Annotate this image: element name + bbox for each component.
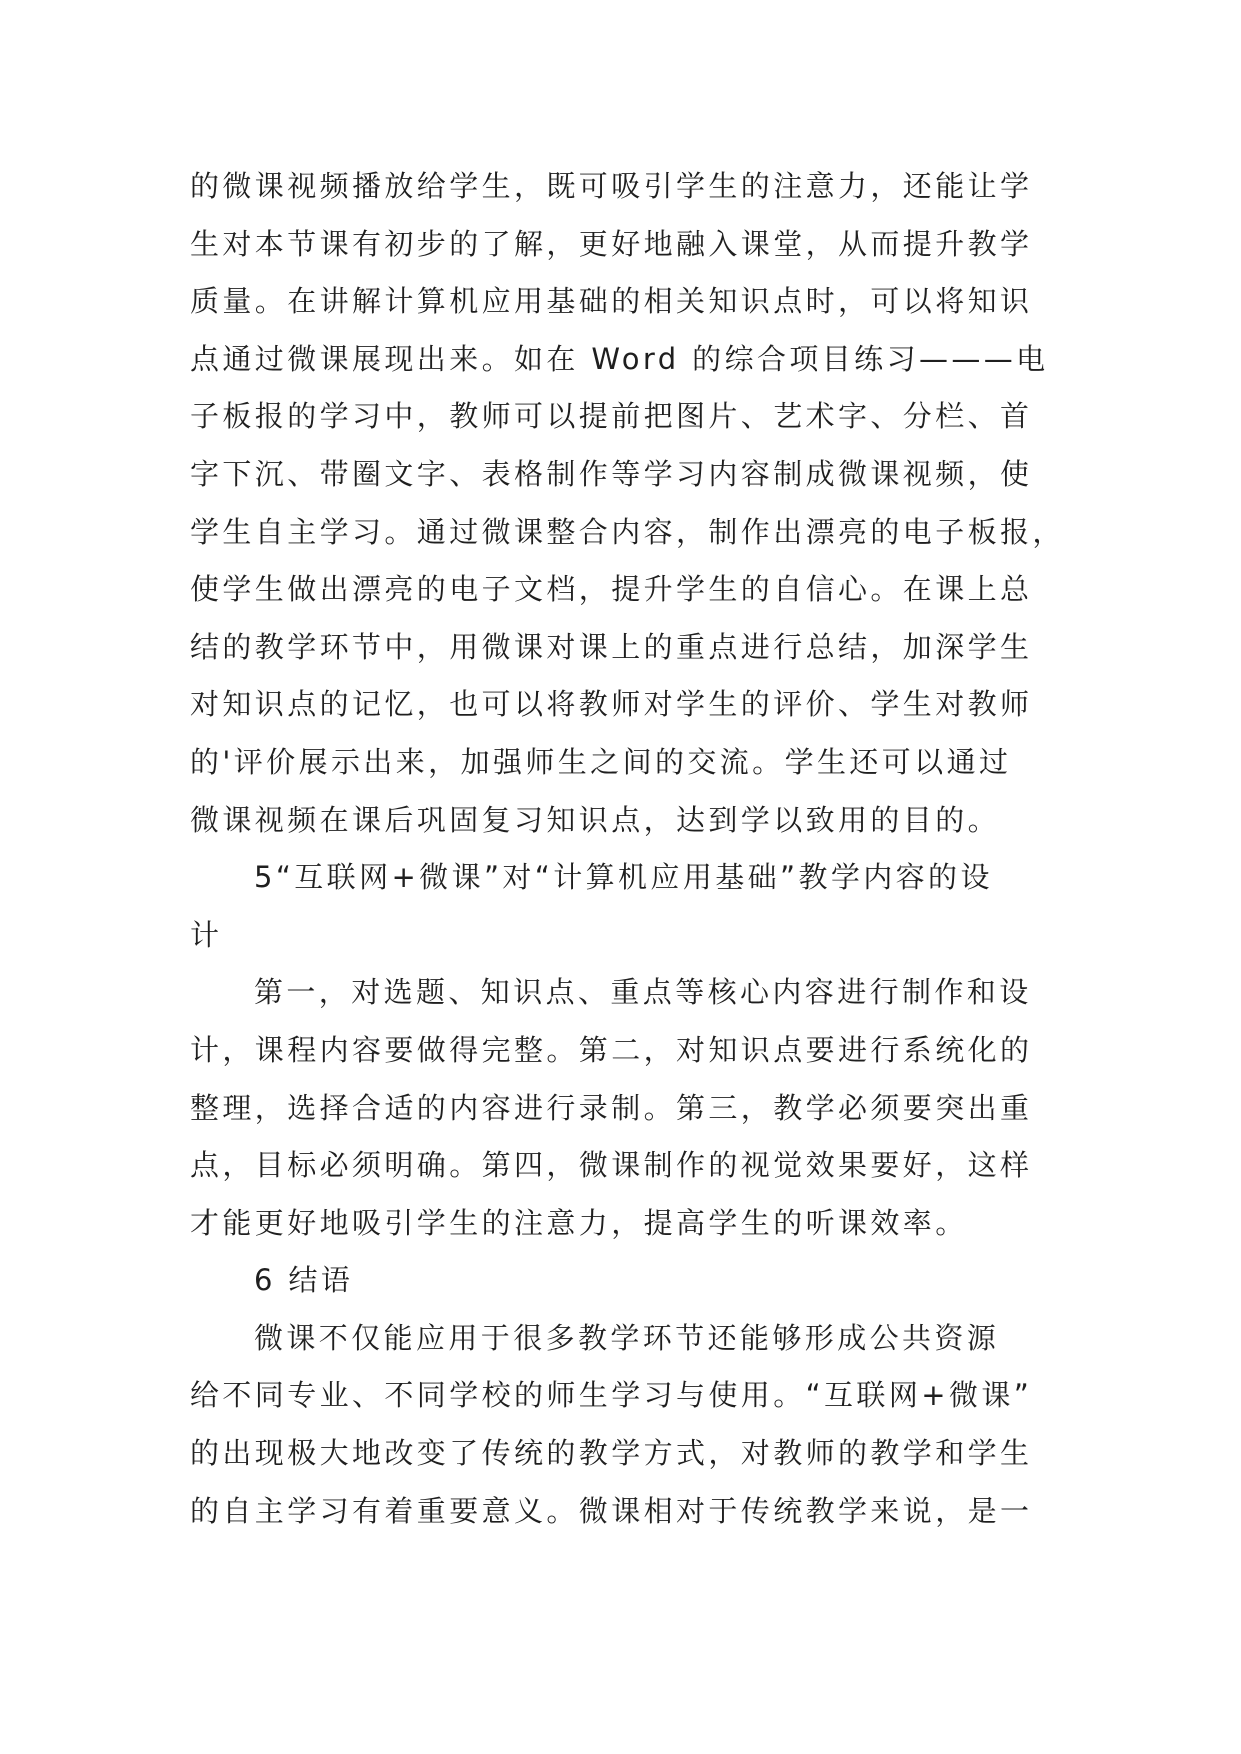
text-line: 生对本节课有初步的了解，更好地融入课堂，从而提升教学 (190, 226, 1033, 261)
text-line: 的出现极大地改变了传统的教学方式，对教师的教学和学生 (190, 1436, 1033, 1471)
text-line: 给不同专业、不同学校的师生学习与使用。“互联网+微课” (190, 1378, 1033, 1413)
text-line: 的微课视频播放给学生，既可吸引学生的注意力，还能让学 (190, 169, 1033, 203)
section-heading-5-continued: 计 (190, 917, 223, 952)
text-line: 的自主学习有着重要意义。微课相对于传统教学来说，是一 (190, 1493, 1033, 1528)
text-line: 第一，对选题、知识点、重点等核心内容进行制作和设 (254, 975, 1032, 1010)
section-heading-5: 5“互联网+微课”对“计算机应用基础”教学内容的设 (254, 860, 993, 895)
text-line: 对知识点的记忆，也可以将教师对学生的评价、学生对教师 (190, 687, 1033, 722)
text-line: 计，课程内容要做得完整。第二，对知识点要进行系统化的 (190, 1032, 1033, 1067)
text-line: 字下沉、带圈文字、表格制作等学习内容制成微课视频，使 (190, 456, 1033, 491)
text-line: 整理，选择合适的内容进行录制。第三，教学必须要突出重 (190, 1090, 1033, 1125)
text-line: 质量。在讲解计算机应用基础的相关知识点时，可以将知识 (190, 284, 1033, 319)
text-line: 微课视频在课后巩固复习知识点，达到学以致用的目的。 (190, 802, 1001, 837)
text-line: 点，目标必须明确。第四，微课制作的视觉效果要好，这样 (190, 1148, 1033, 1183)
text-line: 子板报的学习中，教师可以提前把图片、艺术字、分栏、首 (190, 399, 1033, 434)
text-line: 微课不仅能应用于很多教学环节还能够形成公共资源 (254, 1320, 1000, 1355)
text-line: 结的教学环节中，用微课对课上的重点进行总结，加深学生 (190, 629, 1033, 664)
text-line: 学生自主学习。通过微课整合内容，制作出漂亮的电子板报， (190, 514, 1065, 549)
section-heading-6: 6 结语 (254, 1263, 354, 1298)
text-line: 才能更好地吸引学生的注意力，提高学生的听课效率。 (190, 1205, 968, 1240)
text-line: 点通过微课展现出来。如在 Word 的综合项目练习———电 (190, 341, 1049, 376)
text-line: 使学生做出漂亮的电子文档，提升学生的自信心。在课上总 (190, 572, 1033, 607)
body-text (190, 158, 1065, 1540)
text-line: 的'评价展示出来，加强师生之间的交流。学生还可以通过 (190, 744, 1012, 779)
